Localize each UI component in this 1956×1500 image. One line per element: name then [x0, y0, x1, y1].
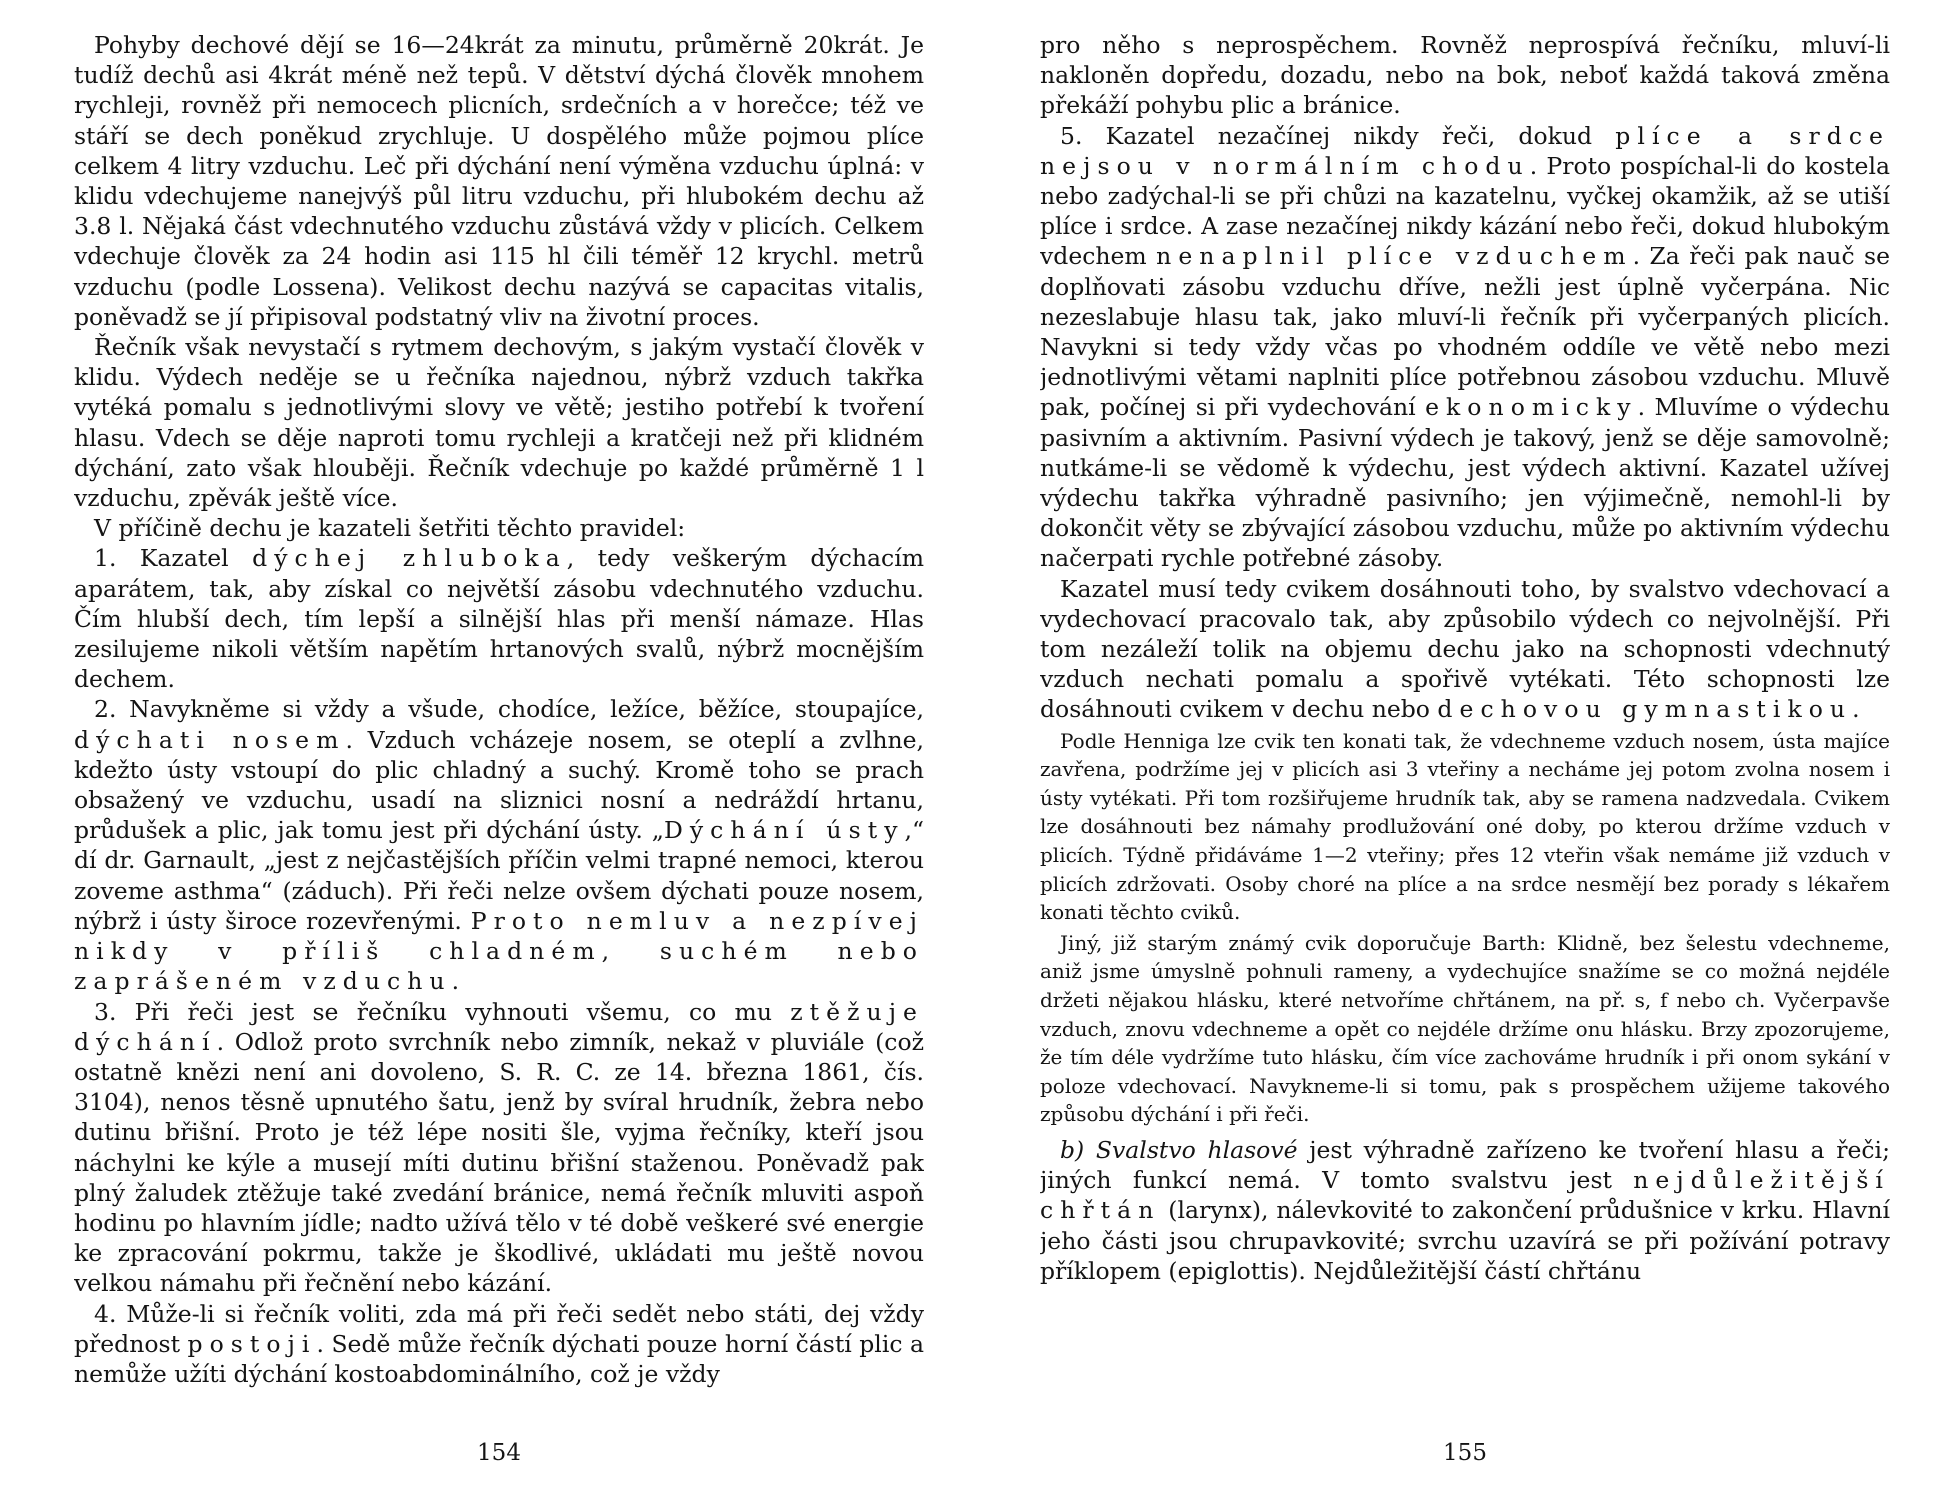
paragraph-text: 3. Při řeči jest se řečníku vyhnouti všemu, co mu	[94, 997, 791, 1026]
paragraph-rule-1	[74, 543, 924, 694]
paragraph-text: . Vzduch vcházeje nosem, se oteplí a zvlhne, kdežto ústy vstoupí do plic chladný a suchý. Kromě toho se prach obsažený ve vzduchu, usadí na sliznici nosní a nedráždí hrtanu, průdušek a plic, jak tomu jest při dýchání ústy. „	[74, 725, 924, 845]
paragraph-text: . Za řeči pak nauč se doplňovati zásobu vzduchu dříve, nežli jest úplně vyčerpána. Nic nezeslabuje hlasu tak, jako mluví-li řečník při vyčerpaných plicích. Navykni si tedy vždy včas po vhodném oddíle ve větě nebo mezi jednotlivými větami naplniti plíce potřebnou zásobou vzduchu. Mluvě pak, počínej si při vydechování	[1040, 242, 1890, 422]
spaced-emphasis: Proto nemluv a nezpívej nikdy v příliš chladném, suchém nebo zaprášeném vzduchu	[74, 906, 924, 996]
paragraph-rule-5	[1040, 121, 1890, 574]
spaced-emphasis: postoji	[187, 1329, 317, 1358]
spaced-emphasis: plíce a srdce nejsou v normálním chodu	[1040, 121, 1890, 180]
paragraph-text: . Odlož proto svrchník nebo zimník, nekaž v pluviále (což ostatně knězi není ani dovoleno, S. R. C. ze 14. března 1861, čís. 3104), nenos těsně upnutého šatu, jenž by svíral hrudník, žebra nebo dutinu břišní. Proto je též lépe nositi šle, vyjma řečníky, kteří jsou náchylni ke kýle a musejí míti dutinu břišní staženou. Poněvadž pak plný žaludek ztěžuje také zvedání bránice, nemá řečník mluviti aspoň hodinu po hlavním jídle; nadto užívá tělo v té době veškeré své energie ke zpracování pokrmu, takže je škodlivé, ukládati mu ještě novou velkou námahu při řečnění nebo kázání.	[74, 1027, 924, 1298]
paragraph: Pohyby dechové dějí se 16—24krát za minutu, průměrně 20krát. Je tudíž dechů asi 4krát méně než tepů. V dětství dýchá člověk mnohem rychleji, rovněž při nemocech plicních, srdečních a v horečce; též ve stáří se dech poněkud zrychluje. U dospělého může pojmou plíce celkem 4 litry vzduchu. Leč při dýchání není výměna vzduchu úplná: v klidu vdechujeme nanejvýš půl litru vzduchu, při hlubokém dechu až 3.8 l. Nějaká část vdechnutého vzduchu zůstává vždy v plicích. Celkem vdechuje člověk za 24 hodin asi 115 hl čili téměř 12 krychl. metrů vzduchu (podle Lossena). Velikost dechu nazývá se capacitas vitalis, poněvadž se jí připisoval podstatný vliv na životní proces.	[74, 31, 924, 331]
paragraph-text: , tedy veškerým dýchacím aparátem, tak, aby získal co největší zásobu vdechnutého vzduchu. Čím hlubší dech, tím lepší a silnější hlas při menší námaze. Hlas zesilujeme nikoli větším napětím hrtanových svalů, nýbrž mocnějším dechem.	[74, 544, 924, 694]
paragraph-rule-2	[74, 694, 924, 996]
paragraph-text: . Proto pospíchal-li do kostela nebo zadýchal-li se při chůzi na kazatelnu, vyčkej okamžik, až se utiší plíce i srdce. A zase nezačínej nikdy kázání nebo řeči, dokud hlubokým vdechem	[1040, 151, 1890, 271]
paragraph-rule-3	[74, 997, 924, 1299]
spaced-emphasis: nejdůležitější chřtán	[1040, 1166, 1890, 1225]
spaced-emphasis: dýchej zhluboka	[252, 544, 567, 573]
paragraph-section-b	[1040, 1135, 1890, 1286]
paragraph-rule-4	[74, 1299, 924, 1390]
paragraph-text: . Mluvíme o výdechu pasivním a aktivním. Pasivní výdech je takový, jenž se děje samovolně; nutkáme-li se vědomě k výdechu, jest výdech aktivní. Kazatel užívej výdechu takřka výhradně pasivního; jen výjimečně, nemohl-li by dokončit věty se zbývající zásobou vzduchu, může po aktivním výdechu načerpati rychle potřebné zásoby.	[1040, 393, 1890, 573]
paragraph-text: 2. Navykněme si vždy a všude, chodíce, ležíce, běžíce, stoupajíce,	[94, 695, 924, 724]
paragraph-text: .	[1852, 695, 1860, 724]
paragraph-text: ,“ dí dr. Garnault, „jest z nejčastějších příčin velmi trapné nemoci, kterou zoveme asthma“ (záduch). Při řeči nelze ovšem dýchati pouze nosem, nýbrž i ústy široce rozevřenými.	[74, 816, 924, 935]
paragraph-text: (larynx), nálevkovité to zakončení průdušnice v krku. Hlavní jeho části jsou chrupavkovité; svrchu uzavírá se při požívání potravy příklopem (epiglottis). Nejdůležitější částí chřtánu	[1040, 1196, 1890, 1285]
right-page	[1040, 30, 1890, 1470]
paragraph-text: . Sedě může řečník dýchati pouze horní částí plic a nemůže užíti dýchání kostoabdominálního, což je vždy	[74, 1329, 924, 1388]
paragraph-text: 4. Může-li si řečník voliti, zda má při řeči sedět nebo státi, dej vždy přednost	[74, 1299, 924, 1358]
spaced-emphasis: ekonomicky	[1425, 393, 1638, 422]
spaced-emphasis: ztěžuje dýchání	[74, 997, 924, 1056]
spaced-emphasis: dýchati nosem	[74, 725, 346, 754]
spaced-emphasis: nenaplnil plíce vzduchem	[1156, 242, 1633, 271]
paragraph-continued: pro něho s neprospěchem. Rovněž neprospívá řečníku, mluví-li nakloněn dopředu, dozadu, nebo na bok, neboť každá taková změna překáží pohybu plic a bránice.	[1040, 31, 1890, 120]
small-print-paragraph: Podle Henniga lze cvik ten konati tak, že vdechneme vzduch nosem, ústa majíce zavřena, podržíme jej v plicích asi 3 vteřiny a necháme jej potom zvolna nosem i ústy vytékati. Při tom rozšiřujeme hrudník tak, aby se ramena nadzvedala. Cvikem lze dosáhnouti bez námahy prodlužování oné doby, po kterou držíme vzduch v plicích. Týdně přidáváme 1—2 vteřiny; přes 12 vteřin však nemáme již vzduch v plicích zdržovati. Osoby choré na plíce a na srdce nesmějí bez porady s lékařem konati těchto cviků.	[1040, 728, 1890, 925]
spaced-emphasis: dechovou gymnastikou	[1437, 695, 1853, 724]
paragraph-text: 1. Kazatel	[94, 544, 253, 573]
paragraph: Řečník však nevystačí s rytmem dechovým, s jakým vystačí člověk v klidu. Výdech neděje se u řečníka najednou, nýbrž vzduch takřka vytéká pomalu s jednotlivými slovy ve větě; jestiho potřebí k tvoření hlasu. Vdech se děje naproti tomu rychleji a kratčeji než při klidném dýchání, zato však hlouběji. Řečník vdechuje po každé průměrně 1 l vzduchu, zpěvák ještě více.	[74, 333, 924, 513]
page-number-left: 154	[477, 1440, 521, 1466]
paragraph-text: Kazatel musí tedy cvikem dosáhnouti toho, by svalstvo vdechovací a vydechovací pracovalo tak, aby způsobilo výdech co nejvolnější. Při tom nezáleží tolik na objemu dechu jako na schopnosti vdechnutý vzduch nechati pomalu a spořivě vytékati. Této schopnosti lze dosáhnouti cvikem v dechu nebo	[1040, 574, 1890, 724]
paragraph-text: 5. Kazatel nezačínej nikdy řeči, dokud	[1060, 121, 1616, 150]
paragraph: V příčině dechu je kazateli šetřiti těchto pravidel:	[94, 514, 686, 543]
paragraph-text: jest výhradně zařízeno ke tvoření hlasu a řeči; jiných funkcí nemá. V tomto svalstvu jest	[1040, 1135, 1890, 1195]
paragraph	[1040, 574, 1890, 725]
paragraph-text: .	[451, 967, 460, 996]
italic-heading: b) Svalstvo hlasové	[1060, 1135, 1298, 1164]
small-print-paragraph: Jiný, již starým známý cvik doporučuje Barth: Klidně, bez šelestu vdechneme, aniž jsme úmyslně pohnuli rameny, a vydechujíce snažíme se co možná nejdéle držeti nějakou hlásku, které netvoříme chřtánem, na př. s, f nebo ch. Vyčerpavše vzduch, znovu vdechneme a opět co nejdéle držíme onu hlásku. Brzy zpozorujeme, že tím déle vydržíme tuto hlásku, čím více zachováme hrudník i při onom sykání v poloze vdechovací. Navykneme-li si tomu, pak s prospěchem užijeme takového způsobu dýchání i při řeči.	[1040, 930, 1890, 1127]
page-number-right: 155	[1443, 1440, 1487, 1466]
left-page	[74, 30, 924, 1470]
spaced-emphasis: Dýchání ústy	[663, 816, 905, 845]
